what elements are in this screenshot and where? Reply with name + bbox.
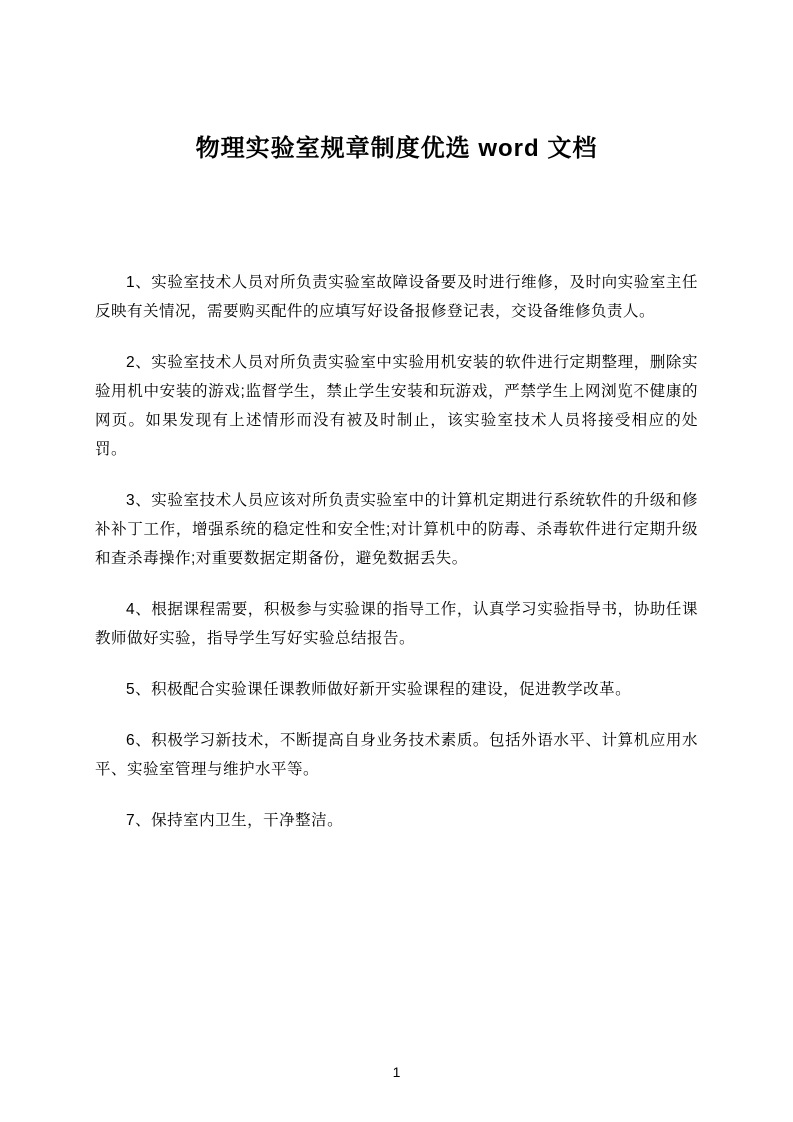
page-number: 1 xyxy=(392,1064,401,1080)
paragraph-1: 1、实验室技术人员对所负责实验室故障设备要及时进行维修，及时向实验室主任反映有关情况，需要购买配件的应填写好设备报修登记表，交设备维修负责人。 xyxy=(95,274,698,320)
paragraph-7: 7、保持室内卫生，干净整洁。 xyxy=(126,812,344,829)
paragraph-2: 2、实验室技术人员对所负责实验室中实验用机安装的软件进行定期整理，删除实验用机中安装的游戏;监督学生，禁止学生安装和玩游戏，严禁学生上网浏览不健康的网页。如果发现有上述情形而没有被及时制止，该实验室技术人员将接受相应的处罚。 xyxy=(95,354,698,458)
paragraph-5: 5、积极配合实验课任课教师做好新开实验课程的建设，促进教学改革。 xyxy=(126,681,632,698)
paragraph-4: 4、根据课程需要，积极参与实验课的指导工作，认真学习实验指导书，协助任课教师做好实验，指导学生写好实验总结报告。 xyxy=(95,601,698,647)
paragraph-6: 6、积极学习新技术，不断提高自身业务技术素质。包括外语水平、计算机应用水平、实验室管理与维护水平等。 xyxy=(95,732,698,778)
document-title: 物理实验室规章制度优选 word 文档 xyxy=(195,135,598,162)
paragraph-3: 3、实验室技术人员应该对所负责实验室中的计算机定期进行系统软件的升级和修补补丁工作，增强系统的稳定性和安全性;对计算机中的防毒、杀毒软件进行定期升级和查杀毒操作;对重要数据定期备份，避免数据丢失。 xyxy=(95,492,698,567)
